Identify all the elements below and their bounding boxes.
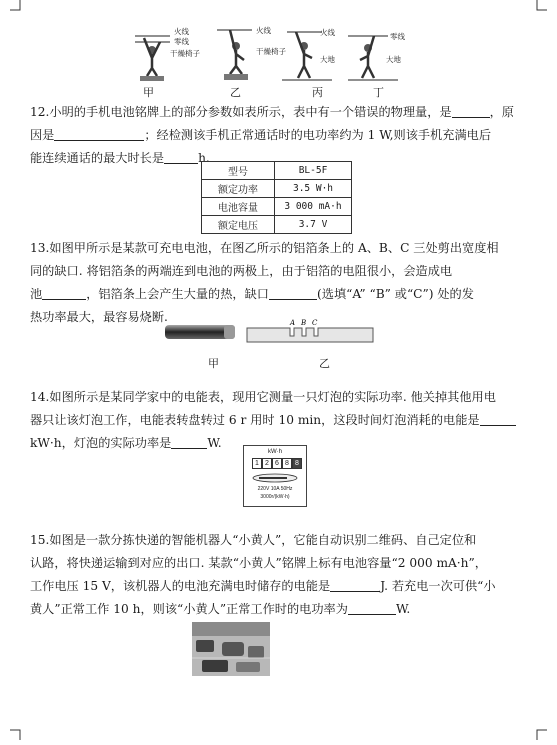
meter-digit-decimal: 8	[292, 458, 302, 469]
q12-line-3: 能连续通话的最大时长是 h.	[30, 151, 210, 165]
meter-spec-1: 220V 10A 50Hz	[257, 486, 293, 492]
aluminum-foil-strip	[246, 316, 376, 344]
q13-line-2: 同的缺口. 将铝箔条的两端连到电池的两极上，由于铝箔的电阻很小，会造成电	[30, 264, 453, 278]
battery-image	[164, 323, 238, 341]
foil-label-c: C	[312, 319, 318, 327]
table-row: 型号 BL-5F	[202, 162, 352, 180]
figure-13-label-b: 乙	[319, 357, 330, 370]
foil-label-b: B	[301, 319, 307, 327]
q13-blank-gap	[269, 285, 317, 300]
meter-digit: 1	[252, 458, 262, 469]
scene-d-label: 丁	[373, 86, 384, 99]
q12-line-1: 12.小明的手机电池铭牌上的部分参数如表所示，表中有一个错误的物理量，是 ，原	[30, 105, 514, 119]
meter-spec-2: 3000r/(kW·h)	[260, 494, 290, 500]
question-15	[30, 529, 530, 621]
q15-blank-power	[348, 600, 396, 615]
scene-a-live-label: 火线	[174, 27, 189, 36]
meter-digit: 2	[262, 458, 272, 469]
q15-line-1: 15.如图是一款分拣快递的智能机器人“小黄人”，它能自动识别二维码、自己定位和	[30, 533, 477, 547]
scene-c-live-label: 火线	[320, 28, 335, 37]
q12-blank-quantity	[452, 103, 490, 118]
table-row: 额定功率 3.5 W·h	[202, 180, 352, 198]
q13-line-3: 池 ，铝箔条上会产生大量的热，缺口 (选填“A” “B” 或“C”) 处的发	[30, 287, 474, 301]
meter-digit: 8	[282, 458, 292, 469]
scene-b-live-label: 火线	[256, 26, 271, 35]
q12-blank-reason	[54, 126, 144, 141]
meter-dial	[249, 472, 301, 484]
q14-line-2: 器只让该灯泡工作，电能表转盘转过 6 r 用时 10 min，这段时间灯泡消耗的电能是	[30, 409, 530, 432]
scene-c-ground-label: 大地	[320, 55, 335, 64]
scene-a-label: 甲	[143, 86, 154, 99]
q14-line-3: kW·h，灯泡的实际功率是 W.	[30, 436, 222, 450]
q15-line-2: 认路，将快递运输到对应的出口. 某款“小黄人”铭牌上标有电池容量“2 000 mA·h”，	[30, 556, 487, 570]
foil-label-a: A	[290, 319, 296, 327]
scene-b-label: 乙	[230, 86, 241, 99]
q15-line-4: 黄人”正常工作 10 h，则该“小黄人”正常工作时的电功率为 W.	[30, 602, 411, 616]
sorting-robot-photo	[192, 622, 270, 676]
q15-blank-energy	[330, 577, 380, 592]
corner-mark-top-left	[10, 0, 30, 20]
q14-line-1: 14.如图所示是某同学家中的电能表，现用它测量一只灯泡的实际功率. 他关掉其他用电	[30, 390, 496, 404]
meter-digits	[252, 458, 302, 469]
battery-spec-table	[201, 161, 352, 234]
scene-b-chair-label: 干燥椅子	[256, 47, 286, 56]
corner-mark-bottom-right	[527, 720, 547, 740]
q13-line-1: 13.如图甲所示是某款可充电电池，在图乙所示的铝箔条上的 A、B、C 三处剪出宽度相	[30, 241, 499, 255]
question-12	[30, 101, 530, 170]
scene-d-neutral-label: 零线	[390, 32, 405, 41]
scene-c	[282, 27, 335, 80]
electric-meter	[243, 445, 307, 507]
q12-line-2: 因是 ；经检测该手机正常通话时的电功率约为 1 W,则该手机充满电后	[30, 128, 492, 142]
meter-unit: kW·h	[268, 449, 282, 455]
scene-c-label: 丙	[312, 86, 323, 99]
q14-blank-energy	[480, 411, 516, 426]
q12-blank-time	[164, 149, 198, 164]
table-row: 额定电压 3.7 V	[202, 216, 352, 234]
scene-b	[217, 25, 286, 80]
q13-line-4: 热功率最大，最容易烧断.	[30, 310, 168, 324]
figure-13-label-a: 甲	[208, 357, 219, 370]
corner-mark-top-right	[527, 0, 547, 20]
q14-blank-power	[171, 434, 207, 449]
electric-shock-figure	[130, 24, 420, 86]
q13-blank-short-circuit	[42, 285, 86, 300]
q15-line-3: 工作电压 15 V，该机器人的电池充满电时储存的电能是 J. 若充电一次可供“小	[30, 579, 496, 593]
scene-a	[135, 26, 200, 81]
scene-a-neutral-label: 零线	[174, 37, 189, 46]
table-row: 电池容量 3 000 mA·h	[202, 198, 352, 216]
scene-d-ground-label: 大地	[386, 55, 401, 64]
meter-digit: 6	[272, 458, 282, 469]
corner-mark-bottom-left	[10, 720, 30, 740]
scene-a-chair-label: 干燥椅子	[170, 49, 200, 58]
scene-d	[348, 31, 405, 80]
